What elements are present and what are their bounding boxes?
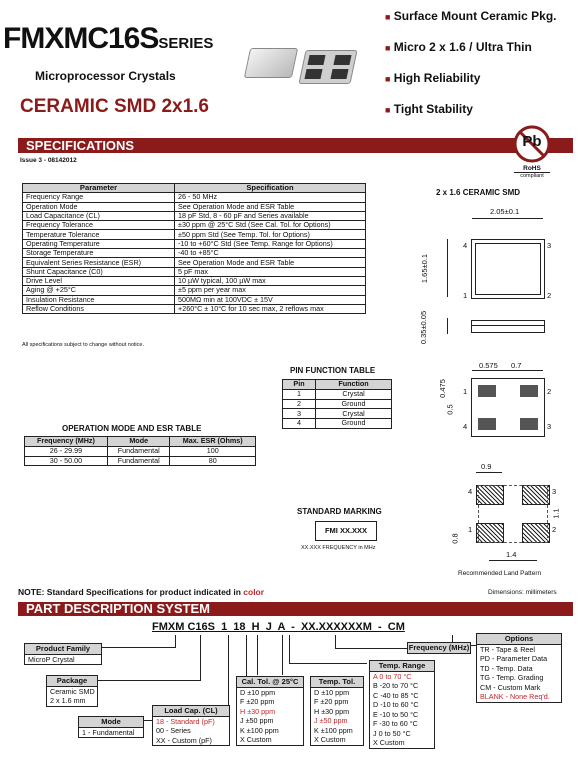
feature-list (385, 9, 557, 133)
product-line: CERAMIC SMD 2x1.6 (20, 96, 209, 117)
land-pitch: 1.4 (506, 550, 517, 559)
land-gap: 1.1 (551, 508, 561, 519)
pin-label: 3 (552, 487, 557, 496)
pin-label: 4 (468, 487, 473, 496)
rohs-sub: compliant (514, 172, 550, 179)
dim-pad-gap: 0.575 (479, 361, 498, 370)
table-row: Insulation Resistance 500MΩ min at 100VDC ± 15V (23, 295, 366, 304)
color-word: color (243, 587, 265, 597)
pin-label: 1 (463, 291, 468, 300)
esr-table-title: OPERATION MODE AND ESR TABLE (62, 424, 202, 433)
pb-mark: Pb (522, 133, 542, 150)
table-row: 30 - 50.00 Fundamental 80 (25, 456, 256, 466)
load-cap-box: Load Cap. (CL) 18 - Standard (pF) 00 - Series XX - Custom (pF) (152, 705, 230, 746)
feature-item: ■ High Reliability (385, 71, 481, 85)
temp-range-box: Temp. Range A 0 to 70 °C B -20 to 70 °C C -40 to 85 °C D -10 to 60 °C E -10 to 50 °C F -30 to 60 °C J 0 to 50 °C X Custom (369, 660, 435, 749)
part-description-bar: PART DESCRIPTION SYSTEM (18, 602, 573, 616)
table-row: 2 Ground (283, 399, 392, 409)
pin-label: 1 (468, 525, 473, 534)
dim-height: 1.65±0.1 (420, 253, 430, 284)
feature-item: ■ Surface Mount Ceramic Pkg. (385, 9, 557, 23)
pin-table-title: PIN FUNCTION TABLE (290, 366, 376, 375)
product-family-box: Product Family MicroP Crystal (24, 643, 102, 665)
table-row: Temperature Tolerance ±50 ppm Std (See Temp. Tol. for Options) (23, 230, 366, 239)
esr-table: Frequency (MHz) Mode Max. ESR (Ohms) 26 - 29.99 Fundamental 100 30 - 50.00 Fundamental 80 (24, 436, 256, 466)
pin-label: 4 (463, 241, 468, 250)
pin-label: 3 (547, 241, 552, 250)
rohs-text: RoHS (523, 165, 541, 172)
dim-pad-side: 0.5 (445, 404, 455, 415)
dim-pad-h: 0.475 (437, 379, 447, 398)
dim-thickness: 0.35±0.05 (419, 310, 429, 345)
table-row: 26 - 29.99 Fundamental 100 (25, 446, 256, 456)
land-w: 0.9 (481, 462, 492, 471)
land-pattern (476, 485, 550, 543)
table-row: Load Capacitance (CL) 18 pF Std, 8 - 60 pF and Series available (23, 211, 366, 220)
land-h: 0.8 (450, 533, 460, 544)
issue-label: Issue 3 - 08142012 (20, 157, 77, 164)
mode-box: Mode 1 - Fundamental (78, 716, 144, 738)
pin-label: 2 (552, 525, 557, 534)
feature-item: ■ Tight Stability (385, 102, 473, 116)
series-label: SERIES (158, 35, 214, 52)
table-row: Frequency Range 26 - 50 MHz (23, 193, 366, 202)
feature-item: ■ Micro 2 x 1.6 / Ultra Thin (385, 40, 532, 54)
table-row: 4 Ground (283, 419, 392, 429)
standard-note: NOTE: Standard Specifications for product indicated in color (18, 587, 265, 597)
pin-label: 2 (547, 387, 552, 396)
part-code: FMXM C16S 1 18 H J A - XX.XXXXXXM - CM (152, 621, 405, 633)
table-row: 1 Crystal (283, 389, 392, 399)
table-row: 3 Crystal (283, 409, 392, 419)
dim-width: 2.05±0.1 (490, 207, 520, 216)
column-header: Parameter (23, 184, 175, 193)
specifications-bar: SPECIFICATIONS (18, 138, 573, 153)
table-row: Equivalent Series Resistance (ESR) See Operation Mode and ESR Table (23, 258, 366, 267)
model-title: FMXMC16SSERIES (3, 22, 214, 55)
table-row: Storage Temperature -40 to +85°C (23, 249, 366, 258)
units-note: Dimensions: millimeters (488, 589, 557, 596)
dim-pad-w: 0.7 (511, 361, 522, 370)
package-top-view (471, 239, 545, 299)
drawing-title: 2 x 1.6 CERAMIC SMD (436, 188, 521, 197)
spec-footnote: All specifications subject to change without notice. (22, 342, 144, 348)
subtitle: Microprocessor Crystals (35, 69, 176, 83)
table-row: Aging @ +25°C ±5 ppm per year max (23, 286, 366, 295)
pin-label: 2 (547, 291, 552, 300)
table-row: Shunt Capacitance (C0) 5 pF max (23, 267, 366, 276)
table-row: Reflow Conditions +260°C ± 10°C for 10 sec max, 2 reflows max (23, 304, 366, 313)
pin-label: 4 (463, 422, 468, 431)
frequency-box: Frequency (MHz) (408, 643, 470, 652)
package-bottom-view (471, 378, 545, 437)
pin-label: 1 (463, 387, 468, 396)
table-row: Drive Level 10 µW typical, 100 µW max (23, 276, 366, 285)
specifications-table (22, 183, 366, 314)
package-side-view (471, 320, 545, 333)
table-row: Operation Mode See Operation Mode and ESR Table (23, 202, 366, 211)
marking-code: FMI XX.XXX (324, 526, 368, 535)
package-box: Package Ceramic SMD 2 x 1.6 mm (46, 675, 98, 707)
marking-caption: XX.XXX FREQUENCY in MHz (301, 545, 376, 551)
crystal-bottom-image (298, 50, 357, 84)
temp-tol-box: Temp. Tol. D ±10 ppm F ±20 ppm H ±30 ppm J ±50 ppm K ±100 ppm X Custom (310, 676, 364, 746)
table-row: Operating Temperature -10 to +60°C Std (See Temp. Range for Options) (23, 239, 366, 248)
pin-function-table: Pin Function 1 Crystal 2 Ground 3 Crystal 4 Ground (282, 379, 392, 429)
rohs-logo (512, 124, 552, 164)
marking-title: STANDARD MARKING (297, 507, 382, 516)
table-row: Frequency Tolerance ±30 ppm @ 25°C Std (See Cal. Tol. for Options) (23, 221, 366, 230)
cal-tol-box: Cal. Tol. @ 25°C D ±10 ppm F ±20 ppm H ±30 ppm J ±50 ppm K ±100 ppm X Custom (236, 676, 304, 746)
options-box: Options TR - Tape & Reel PD - Parameter Data TD - Temp. Data TG - Temp. Grading CM - Custom Mark BLANK - None Req'd. (476, 633, 562, 703)
pin-label: 3 (547, 422, 552, 431)
land-caption: Recommended Land Pattern (458, 570, 542, 577)
crystal-top-image (244, 48, 298, 78)
column-header: Specification (175, 184, 366, 193)
